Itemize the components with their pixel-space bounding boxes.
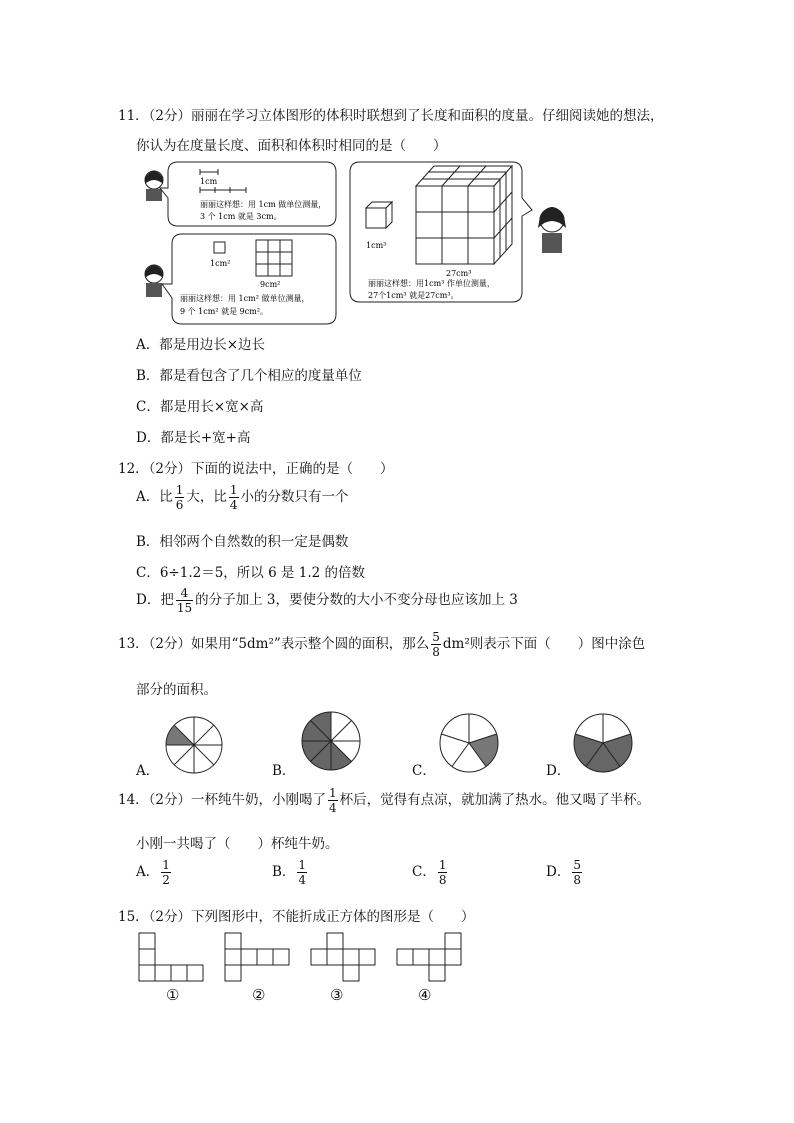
fraction: $\frac{1}{4}$ — [229, 483, 238, 512]
q12-option-b[interactable]: B．相邻两个自然数的积一定是偶数 — [136, 534, 349, 550]
area-text-1: 丽丽这样想：用 1cm² 做单位测量， — [180, 294, 310, 303]
q13-stem-line2: 部分的面积。 — [136, 682, 217, 698]
area-total-label: 9cm² — [260, 280, 281, 289]
vol-unit-label: 1cm³ — [366, 241, 387, 250]
q12-option-c[interactable]: C．6÷1.2＝5，所以 6 是 1.2 的倍数 — [136, 565, 366, 581]
q14-stem-line2: 小刚一共喝了（ ）杯纯牛奶。 — [136, 836, 339, 852]
q14-stem-post: 杯后，觉得有点凉，就加满了热水。他又喝了半杯。 — [339, 792, 651, 808]
q12-option-d[interactable] — [136, 586, 518, 615]
q13-circle-c[interactable] — [436, 710, 502, 776]
q13-label-d[interactable]: D． — [546, 763, 571, 779]
q14-option-a[interactable] — [136, 858, 173, 887]
len-text-1: 丽丽这样想：用 1cm 做单位测量， — [200, 200, 327, 209]
option-label: A． — [136, 864, 160, 880]
len-text-2: 3 个 1cm 就是 3cm。 — [200, 212, 282, 221]
option-label: C． — [412, 864, 436, 880]
q11-option-b[interactable]: B．都是看包含了几个相应的度量单位 — [136, 368, 362, 384]
q13-label-a[interactable]: A． — [136, 763, 160, 779]
q13-stem-post: dm²则表示下面（ ）图中涂色 — [442, 636, 646, 652]
vol-text-2: 27个1cm³ 就是27cm³。 — [368, 291, 459, 300]
q11-stem-line1: 11．（2分）丽丽在学习立体图形的体积时联想到了长度和面积的度量。仔细阅读她的想法， — [118, 108, 664, 124]
q11-stem-line2: 你认为在度量长度、面积和体积时相同的是（ ） — [136, 138, 447, 154]
option-label: D． — [546, 864, 571, 880]
q15-stem: 15．（2分）下列图形中，不能折成正方体的图形是（ ） — [118, 909, 475, 925]
q12-d-pre: D．把 — [136, 592, 174, 608]
q14-option-d[interactable] — [546, 858, 584, 887]
girl-figure-icon — [538, 207, 566, 253]
q13-label-b[interactable]: B． — [272, 763, 296, 779]
q14-stem-pre: 14．（2分）一杯纯牛奶，小刚喝了 — [118, 792, 327, 808]
cube-net-4[interactable] — [396, 932, 462, 982]
girl-figure-icon — [145, 171, 163, 201]
fraction: $\frac{4}{15}$ — [176, 586, 193, 615]
q12-option-a[interactable] — [136, 483, 349, 512]
vol-total-label: 27cm³ — [446, 269, 472, 278]
cube-net-2[interactable] — [224, 932, 290, 982]
area-text-2: 9 个 1cm² 就是 9cm²。 — [180, 307, 268, 316]
q15-label-4: ④ — [418, 986, 432, 1004]
q12-stem: 12．（2分）下面的说法中，正确的是（ ） — [118, 461, 394, 477]
fraction: $\frac{5}{8}$ — [432, 630, 440, 659]
q11-illustration — [136, 158, 580, 326]
q15-label-1: ① — [166, 986, 180, 1004]
fraction: $\frac{1}{6}$ — [175, 483, 184, 512]
q15-label-2: ② — [252, 986, 266, 1004]
q12-a-post: 小的分数只有一个 — [240, 489, 349, 505]
fraction: $\frac{1}{4}$ — [298, 858, 307, 887]
q14-option-c[interactable] — [412, 858, 449, 887]
q11-option-a[interactable]: A．都是用边长×边长 — [136, 337, 266, 353]
q11-option-c[interactable]: C．都是用长×宽×高 — [136, 399, 264, 415]
vol-text-1: 丽丽这样想：用1cm³ 作单位测量， — [368, 279, 495, 288]
fraction: $\frac{1}{2}$ — [162, 858, 170, 887]
fraction: $\frac{1}{8}$ — [438, 858, 447, 887]
q12-d-post: 的分子加上 3，要使分数的大小不变分母也应该加上 3 — [195, 592, 518, 608]
q11-option-d[interactable]: D．都是长+宽+高 — [136, 430, 251, 446]
q14-stem-line1 — [118, 786, 650, 815]
q13-stem-line1 — [118, 630, 645, 659]
cube-net-3[interactable] — [310, 932, 376, 982]
q14-option-b[interactable] — [272, 858, 309, 887]
q12-a-mid: 大，比 — [186, 489, 227, 505]
q12-a-pre: A．比 — [136, 489, 173, 505]
girl-figure-icon — [145, 265, 163, 297]
q15-label-3: ③ — [330, 986, 344, 1004]
q13-label-c[interactable]: C． — [412, 763, 436, 779]
option-label: B． — [272, 864, 296, 880]
q13-stem-pre: 13．（2分）如果用“5dm²”表示整个圆的面积，那么 — [118, 636, 430, 652]
area-unit-label: 1cm² — [210, 259, 231, 268]
len-unit-label: 1cm — [200, 177, 218, 186]
cube-net-1[interactable] — [138, 932, 204, 982]
fraction: $\frac{1}{4}$ — [329, 786, 337, 815]
fraction: $\frac{5}{8}$ — [573, 858, 581, 887]
q13-circle-d[interactable] — [570, 710, 636, 776]
q13-circle-a[interactable] — [162, 713, 226, 777]
q13-circle-b[interactable] — [298, 708, 364, 774]
